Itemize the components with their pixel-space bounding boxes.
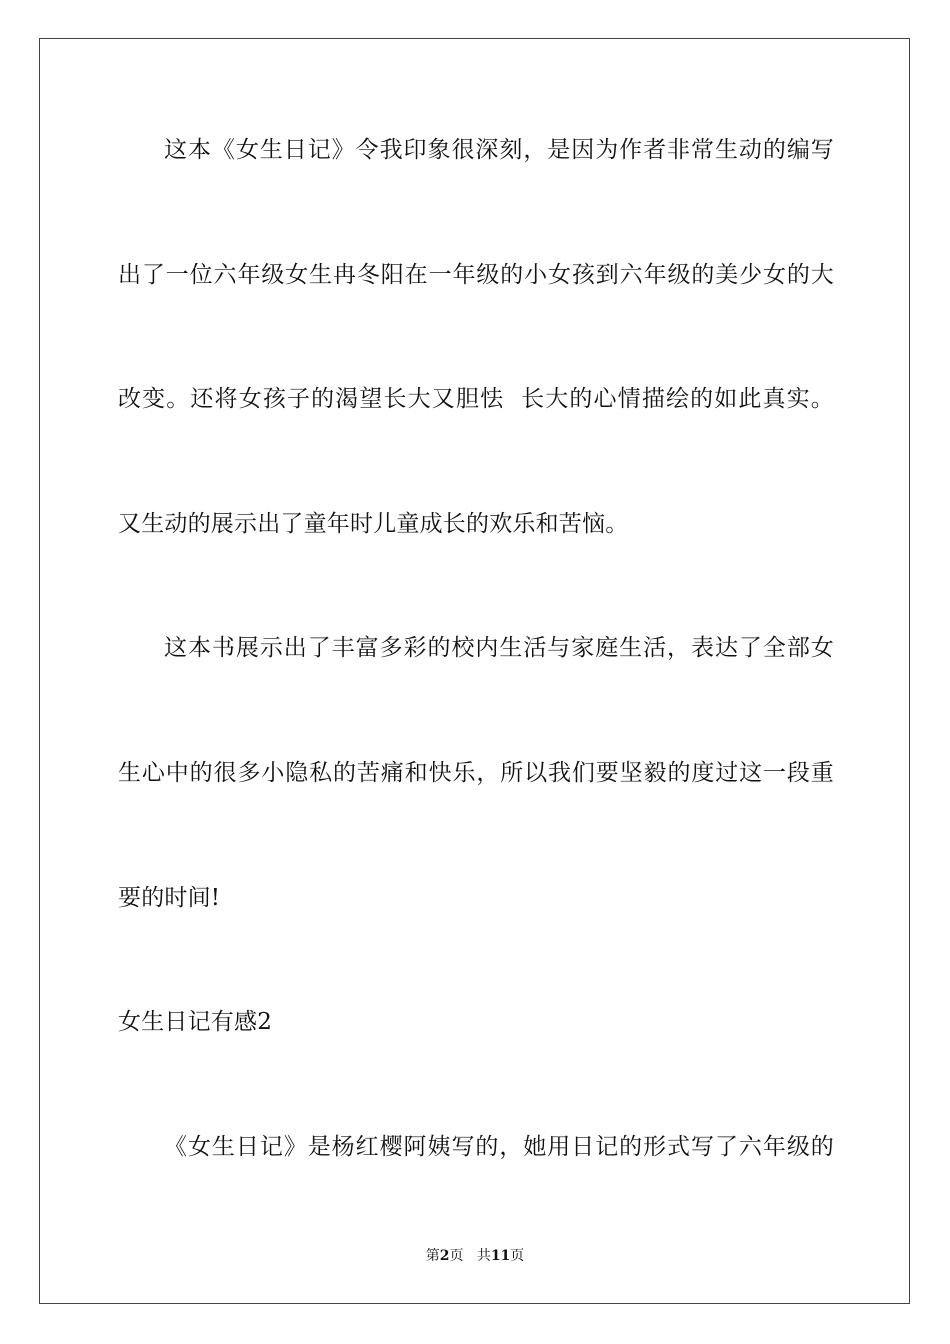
page-frame [39, 38, 910, 1304]
page-number: 2 [439, 1248, 450, 1264]
page-label-prefix: 第 [425, 1248, 440, 1264]
total-pages: 11 [490, 1248, 511, 1264]
paragraph-line: 《女生日记》是杨红樱阿姨写的，她用日记的形式写了六年级的 [164, 1134, 834, 1160]
paragraph-line: 改变。还将女孩子的渴望长大又胆怯 长大的心情描绘的如此真实。 [118, 386, 834, 412]
paragraph-line: 生心中的很多小隐私的苦痛和快乐，所以我们要坚毅的度过这一段重 [118, 760, 834, 786]
paragraph-line: 出了一位六年级女生冉冬阳在一年级的小女孩到六年级的美少女的大 [118, 262, 834, 288]
section-heading: 女生日记有感2 [118, 1009, 273, 1035]
page-footer [0, 1246, 950, 1266]
paragraph-line: 这本《女生日记》令我印象很深刻，是因为作者非常生动的编写 [164, 137, 834, 163]
page-label-suffix: 页 [449, 1248, 464, 1264]
paragraph-line: 又生动的展示出了童年时儿童成长的欢乐和苦恼。 [118, 511, 629, 537]
paragraph-line: 这本书展示出了丰富多彩的校内生活与家庭生活，表达了全部女 [164, 635, 834, 661]
total-label-suffix: 页 [510, 1248, 525, 1264]
total-label-prefix: 共 [476, 1248, 491, 1264]
paragraph-line: 要的时间! [118, 885, 221, 911]
